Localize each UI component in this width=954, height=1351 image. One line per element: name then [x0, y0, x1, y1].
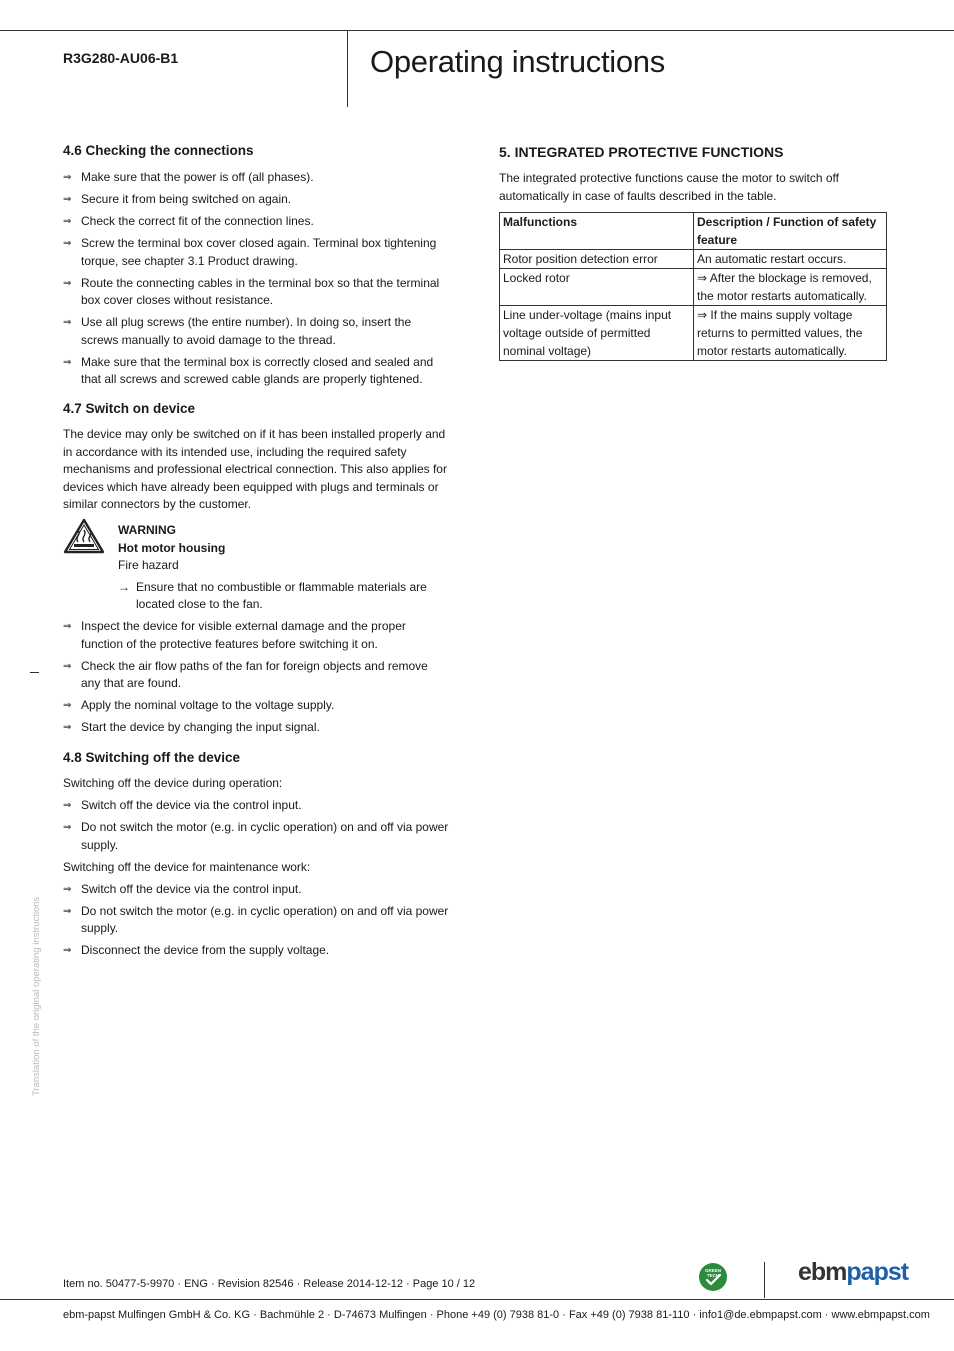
table-cell: Rotor position detection error: [500, 250, 694, 269]
section-heading: 5. INTEGRATED PROTECTIVE FUNCTIONS: [499, 144, 784, 160]
arrow-bullet-icon: ⇒: [63, 216, 72, 227]
list-item: ⇒ Switch off the device via the control input.: [63, 881, 449, 899]
table-cell: Locked rotor: [500, 269, 694, 306]
list-item: ⇒ Do not switch the motor (e.g. in cyclic operation) on and off via power supply.: [63, 903, 449, 935]
list-item: ⇒ Make sure that the terminal box is correctly closed and sealed and that all screws and screwed cable glands are properly tightened.: [63, 354, 434, 386]
warning-step: → Ensure that no combustible or flammable materials are located close to the fan.: [118, 579, 427, 611]
arrow-bullet-icon: ⇒: [63, 356, 72, 368]
brand-logo-part: ebm: [798, 1258, 847, 1286]
section-4-6: [63, 143, 449, 393]
arrow-bullet-icon: ⇒: [63, 905, 72, 917]
column-header: Description / Function of safety feature: [694, 213, 887, 250]
list-item: ⇒ Disconnect the device from the supply voltage.: [63, 942, 449, 960]
hot-surface-warning-icon: [63, 518, 105, 554]
list-item: ⇒ Route the connecting cables in the terminal box so that the terminal box cover closes without resistance.: [63, 275, 440, 307]
arrow-bullet-icon: ⇒: [63, 945, 72, 956]
list-item: ⇒ Screw the terminal box cover closed again. Terminal box tightening torque, see chapter 3.1 Product drawing.: [63, 236, 437, 268]
list-item: ⇒ Do not switch the motor (e.g. in cyclic operation) on and off via power supply.: [63, 820, 449, 852]
section-heading: 4.6 Checking the connections: [63, 143, 254, 158]
list-item: ⇒ Switch off the device via the control input.: [63, 797, 449, 815]
arrow-bullet-icon: ⇒: [63, 621, 72, 632]
green-tech-seal-icon: [698, 1262, 728, 1292]
arrow-bullet-icon: ⇒: [63, 317, 72, 328]
brand-logo: [798, 1258, 908, 1287]
brand-logo-part: papst: [846, 1258, 909, 1286]
list-item: ⇒ Start the device by changing the input signal.: [63, 719, 449, 737]
section-4-7-steps: [63, 618, 449, 741]
header-top-rule: [0, 30, 954, 31]
arrow-bullet-icon: ⇒: [63, 800, 72, 811]
warning-hazard: Fire hazard: [118, 558, 179, 572]
warning-subject: Hot motor housing: [118, 540, 226, 555]
section-intro: The integrated protective functions cause the motor to switch off automatically in case of faults described in the table.: [499, 171, 839, 203]
bullet-list: [63, 618, 449, 737]
warning-block: [118, 522, 448, 614]
right-arrow-icon: →: [118, 579, 130, 594]
footer-address: ebm-papst Mulfingen GmbH & Co. KG · Bachmühle 2 · D-74673 Mulfingen · Phone +49 (0) 7938 81-0 · Fax +49 (0) 7938 81-110 · info1@de.ebmpapst.com · www.ebmpapst.com: [63, 1309, 930, 1321]
table-row: [500, 250, 887, 269]
table-cell: Line under-voltage (mains input voltage outside of permitted nominal voltage): [500, 306, 694, 361]
section-5: [499, 144, 889, 361]
arrow-bullet-icon: ⇒: [63, 172, 72, 183]
arrow-bullet-icon: ⇒: [63, 194, 72, 205]
model-number: R3G280-AU06-B1: [63, 50, 179, 66]
document-title: Operating instructions: [370, 44, 665, 79]
list-item: ⇒ Check the air flow paths of the fan for foreign objects and remove any that are found.: [63, 658, 428, 690]
bullet-list: [63, 169, 449, 389]
section-4-8: [63, 750, 449, 964]
section-intro: The device may only be switched on if it has been installed properly and in accordance with its intended use, including the required safety mechanisms and professional electrical connection. This also applies for devices which have already been equipped with plugs and terminals or similar connectors by the customer.: [63, 427, 447, 511]
fold-mark: [30, 672, 39, 673]
arrow-bullet-icon: ⇒: [63, 822, 72, 833]
table-row: [500, 269, 887, 306]
section-lead: Switching off the device for maintenance work:: [63, 859, 311, 874]
list-item: ⇒ Secure it from being switched on again.: [63, 191, 449, 209]
list-item: ⇒ Apply the nominal voltage to the voltage supply.: [63, 697, 449, 715]
arrow-bullet-icon: ⇒: [63, 700, 72, 711]
section-4-7: [63, 401, 449, 514]
table-cell: ⇒ If the mains supply voltage returns to permitted values, the motor restarts automatically.: [694, 306, 887, 361]
section-heading: 4.8 Switching off the device: [63, 750, 241, 765]
warning-label: WARNING: [118, 523, 176, 537]
list-item: ⇒ Make sure that the power is off (all phases).: [63, 169, 449, 187]
arrow-bullet-icon: ⇒: [63, 277, 72, 289]
list-item: ⇒ Check the correct fit of the connection lines.: [63, 213, 449, 231]
footer-rule: [0, 1299, 954, 1300]
list-item: ⇒ Use all plug screws (the entire number). In doing so, insert the screws manually to avoid damage to the thread.: [63, 315, 412, 347]
arrow-bullet-icon: ⇒: [63, 883, 72, 895]
arrow-bullet-icon: ⇒: [63, 660, 72, 672]
footer-item-info: Item no. 50477-5-9970 · ENG · Revision 82546 · Release 2014-12-12 · Page 10 / 12: [63, 1278, 476, 1290]
table-header-row: [500, 213, 887, 250]
table-cell: An automatic restart occurs.: [694, 250, 887, 269]
protective-functions-table: [499, 212, 887, 361]
bullet-list: [63, 797, 449, 854]
section-heading: 4.7 Switch on device: [63, 401, 196, 416]
column-header: Malfunctions: [500, 213, 694, 250]
arrow-bullet-icon: ⇒: [63, 238, 72, 249]
table-cell: ⇒ After the blockage is removed, the motor restarts automatically.: [694, 269, 887, 306]
header-divider: [347, 30, 348, 107]
seal-line-2: TECH: [706, 1273, 720, 1278]
bullet-list: [63, 881, 449, 960]
seal-line-1: GREEN: [704, 1268, 722, 1273]
list-item: ⇒ Inspect the device for visible external damage and the proper function of the protective features before switching it on.: [63, 619, 406, 651]
arrow-bullet-icon: ⇒: [63, 722, 72, 733]
section-lead: Switching off the device during operation:: [63, 776, 283, 790]
table-row: [500, 306, 887, 361]
side-note: Translation of the original operating instructions: [31, 896, 42, 1096]
footer-divider: [764, 1262, 765, 1298]
